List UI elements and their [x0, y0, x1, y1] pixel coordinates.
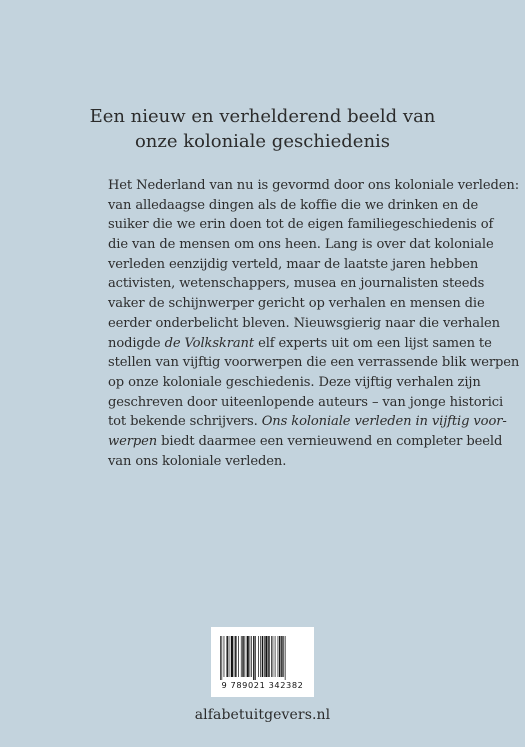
- headline-line-1: Een nieuw en verhelderend beeld van: [89, 106, 436, 127]
- blurb-line: geschreven door uiteenlopende auteurs – van jonge historici: [108, 394, 504, 410]
- barcode-bar: [229, 636, 230, 677]
- blurb-line: op onze koloniale geschiedenis. Deze vijftig verhalen zijn: [108, 374, 481, 390]
- barcode-bar: [253, 636, 254, 680]
- barcode-bar: [242, 636, 243, 677]
- blurb-line: activisten, wetenschappers, musea en journalisten steeds: [108, 276, 485, 292]
- blurb-line: [108, 412, 507, 432]
- barcode-bar: [247, 636, 249, 677]
- headline-line-2: onze koloniale geschiedenis: [134, 131, 391, 152]
- blurb-text-run: tot bekende schrijvers.: [108, 414, 258, 430]
- newspaper-title: de Volkskrant: [164, 335, 255, 351]
- barcode-bar: [268, 636, 269, 677]
- publisher-website: alfabetuitgevers.nl: [194, 707, 331, 723]
- blurb-line: van ons koloniale verleden.: [108, 453, 287, 469]
- barcode-bar: [224, 636, 225, 677]
- blurb-line: die van de mensen om ons heen. Lang is over dat koloniale: [108, 237, 494, 253]
- book-title-continued: werpen: [108, 433, 158, 449]
- barcode-bar: [231, 636, 233, 677]
- barcode-bar: [258, 636, 259, 677]
- blurb-line: suiker die we erin doen tot de eigen familiegeschiedenis of: [108, 217, 494, 233]
- barcode-bar: [273, 636, 274, 677]
- blurb-text-run: nodigde: [108, 335, 161, 351]
- barcode-bar: [260, 636, 261, 677]
- barcode-bar: [281, 636, 282, 677]
- blurb-line: Het Nederland van nu is gevormd door ons koloniale verleden:: [108, 178, 519, 193]
- barcode-bar: [238, 636, 239, 677]
- barcode-bar: [234, 636, 235, 677]
- blurb-line: verleden eenzijdig verteld, maar de laatste jaren hebben: [108, 256, 479, 272]
- barcode-bar: [265, 636, 267, 677]
- barcode-bar: [226, 636, 227, 677]
- blurb-text-run: biedt daarmee een vernieuwend en completer beeld: [161, 433, 503, 449]
- barcode: [211, 627, 314, 697]
- barcode-bars: [220, 636, 305, 680]
- barcode-bar: [283, 636, 284, 677]
- blurb-line: [108, 334, 492, 354]
- barcode-bar: [279, 636, 280, 677]
- barcode-bar: [264, 636, 265, 677]
- blurb-text-run: elf experts uit om een lijst samen te: [258, 335, 492, 351]
- barcode-bar: [251, 636, 252, 677]
- blurb-line: [108, 432, 503, 452]
- blurb-text: [108, 176, 520, 471]
- barcode-bar: [244, 636, 245, 677]
- barcode-bar: [241, 636, 242, 677]
- barcode-bar: [262, 636, 263, 677]
- barcode-bar: [250, 636, 251, 677]
- barcode-bar: [220, 636, 221, 680]
- blurb-line: van alledaagse dingen als de koffie die we drinken en de: [108, 197, 479, 213]
- book-title: Ons koloniale verleden in vijftig voor-: [261, 414, 507, 430]
- blurb-line: eerder onderbelicht bleven. Nieuwsgierig naar die verhalen: [108, 315, 500, 331]
- isbn-number: 9 789021 342382: [221, 680, 304, 690]
- barcode-bar: [235, 636, 236, 677]
- barcode-bar: [255, 636, 256, 680]
- headline: [0, 104, 525, 154]
- blurb-line: stellen van vijftig voorwerpen die een verrassende blik werpen: [108, 355, 520, 371]
- barcode-bar: [285, 636, 286, 680]
- barcode-bar: [271, 636, 272, 677]
- barcode-bar: [278, 636, 279, 677]
- barcode-bar: [275, 636, 276, 677]
- blurb-line: vaker de schijnwerper gericht op verhalen en mensen die: [108, 296, 485, 312]
- barcode-bar: [221, 636, 222, 680]
